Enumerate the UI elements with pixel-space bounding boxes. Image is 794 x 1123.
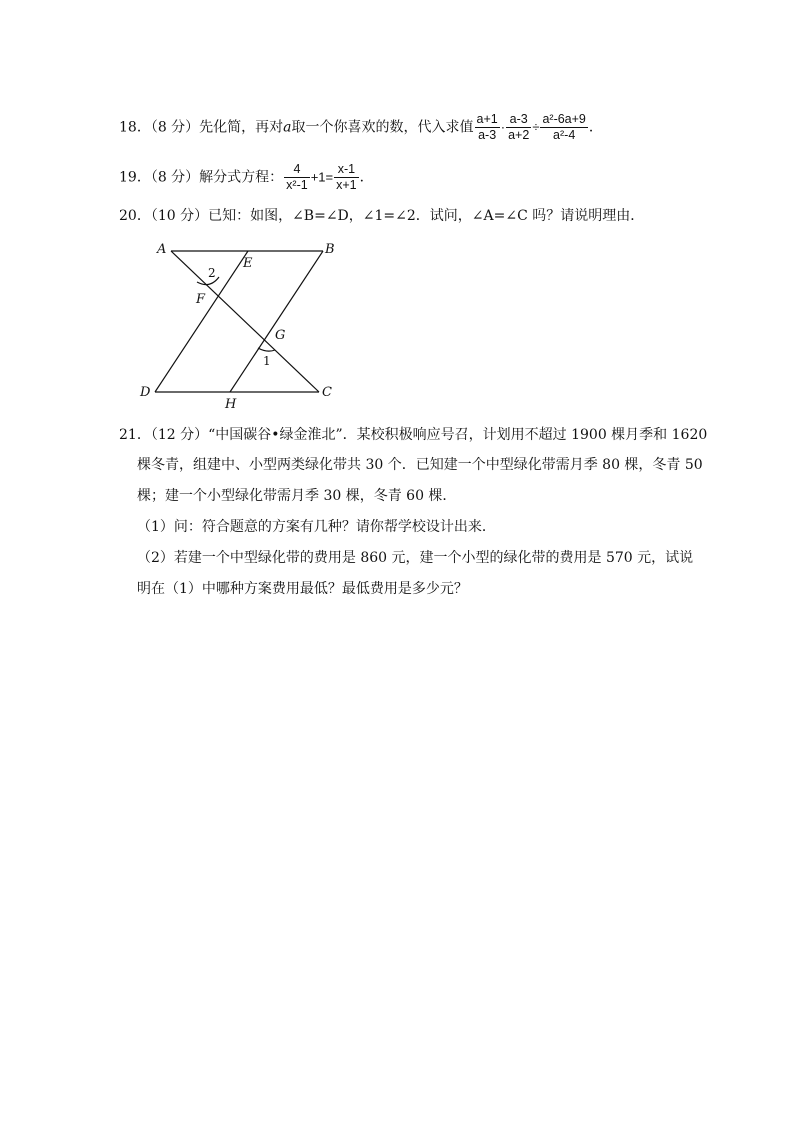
q18-prompt-rest: 取一个你喜欢的数，代入求值	[291, 119, 474, 136]
q19-fraction-2: $\frac{x-1}{x+1}$	[336, 162, 357, 192]
segment-DE	[155, 251, 248, 392]
q18-divide: ÷	[532, 119, 540, 135]
q18-prompt: 18．（8 分）先化简，再对	[119, 119, 284, 136]
label-angle-1: 1	[263, 354, 271, 368]
label-G: G	[275, 328, 286, 343]
label-H: H	[225, 397, 237, 409]
q18-dot: ·	[500, 119, 506, 135]
q19-fraction-1: $\frac{4}{\text{x²-1}}$	[286, 162, 308, 192]
q19-end: ．	[359, 169, 374, 186]
label-A: A	[157, 242, 167, 257]
question-21-line-3: 棵；建一个小型绿化带需月季 30 棵，冬青 60 棵．	[137, 488, 457, 504]
q18-end: ．	[588, 119, 603, 136]
question-19	[119, 162, 374, 193]
label-B: B	[325, 242, 335, 257]
label-E: E	[243, 256, 253, 271]
q18-fraction-3: $\frac{\text{a²-6a+9}}{\text{a²-4}}$	[542, 112, 586, 142]
q18-variable: a	[283, 119, 292, 136]
question-20: 20．（10 分）已知：如图，∠B=∠D，∠1=∠2．试问，∠A=∠C 吗？请说明理由．	[119, 208, 645, 224]
question-21-part-2-line-1: （2）若建一个中型绿化带的费用是 860 元，建一个小型的绿化带的费用是 570 元，试说	[137, 550, 694, 566]
label-angle-2: 2	[208, 266, 216, 280]
label-F: F	[196, 292, 206, 307]
q18-fraction-2: $\frac{a-3}{a+2}$	[508, 112, 530, 142]
segment-AC	[171, 251, 319, 392]
question-21-part-1: （1）问：符合题意的方案有几种？请你帮学校设计出来．	[137, 519, 496, 535]
question-21-part-2-line-2: 明在（1）中哪种方案费用最低？最低费用是多少元？	[137, 581, 468, 597]
question-18	[119, 112, 603, 143]
q19-plus-one: +1=	[310, 169, 334, 185]
q19-prompt: 19．（8 分）解分式方程：	[119, 169, 284, 186]
q18-fraction-1: $\frac{a+1}{a-3}$	[476, 112, 498, 142]
geometry-figure	[135, 237, 350, 409]
label-D: D	[140, 385, 151, 400]
question-21-line-1: 21．（12 分）“中国碳谷•绿金淮北”．某校积极响应号召，计划用不超过 1900 棵月季和 1620	[119, 427, 708, 443]
question-21-line-2: 棵冬青，组建中、小型两类绿化带共 30 个．已知建一个中型绿化带需月季 80 棵，冬青 50	[137, 457, 703, 473]
label-C: C	[322, 385, 332, 400]
segment-HB	[230, 251, 323, 392]
